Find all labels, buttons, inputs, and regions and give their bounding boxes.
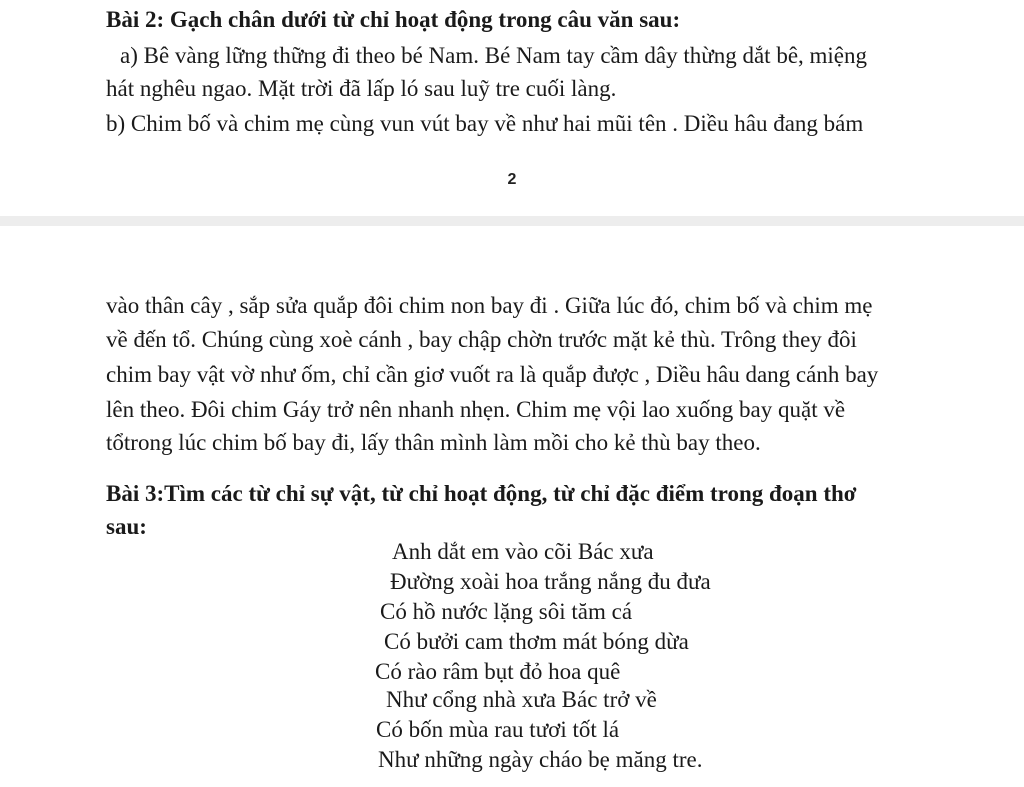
poem-line: Có bưởi cam thơm mát bóng dừa [384,629,689,654]
exercise-2-title: Bài 2: Gạch chân dưới từ chỉ hoạt động trong câu văn sau: [106,7,681,32]
page-separator [0,216,1024,226]
paragraph-line: lên theo. Đôi chim Gáy trở nên nhanh nhẹn. Chim mẹ vội lao xuống bay quặt về [106,397,846,422]
paragraph-line: a) Bê vàng lững thững đi theo bé Nam. Bé Nam tay cầm dây thừng dắt bê, miệng [120,43,868,68]
exercise-3-title-continued: sau: [106,514,147,539]
poem-line: Đường xoài hoa trắng nắng đu đưa [390,569,711,594]
exercise-3-title: Bài 3:Tìm các từ chỉ sự vật, từ chỉ hoạt động, từ chỉ đặc điểm trong đoạn thơ [106,481,857,506]
paragraph-line: vào thân cây , sắp sửa quắp đôi chim non bay đi . Giữa lúc đó, chim bố và chim mẹ [106,293,873,318]
paragraph-line: tổtrong lúc chim bố bay đi, lấy thân mình làm mồi cho kẻ thù bay theo. [106,430,761,455]
document-page-bottom [0,226,1024,787]
paragraph-line: về đến tổ. Chúng cùng xoè cánh , bay chập chờn trước mặt kẻ thù. Trông they đôi [106,327,857,352]
poem-line: Có bốn mùa rau tươi tốt lá [376,717,620,742]
poem-line: Có hồ nước lặng sôi tăm cá [380,599,633,624]
paragraph-line: hát nghêu ngao. Mặt trời đã lấp ló sau luỹ tre cuối làng. [106,76,617,101]
poem-line: Như những ngày cháo bẹ măng tre. [378,747,703,772]
paragraph-line: chim bay vật vờ như ốm, chỉ cần giơ vuốt ra là quắp được , Diều hâu dang cánh bay [106,362,879,387]
poem-line: Có rào râm bụt đỏ hoa quê [375,659,621,684]
page-number: 2 [507,171,517,188]
document-page-top [0,0,1024,216]
poem-line: Như cổng nhà xưa Bác trở về [386,687,657,712]
paragraph-line: b) Chim bố và chim mẹ cùng vun vút bay về như hai mũi tên . Diều hâu đang bám [106,111,864,136]
poem-line: Anh dắt em vào cõi Bác xưa [392,539,654,564]
